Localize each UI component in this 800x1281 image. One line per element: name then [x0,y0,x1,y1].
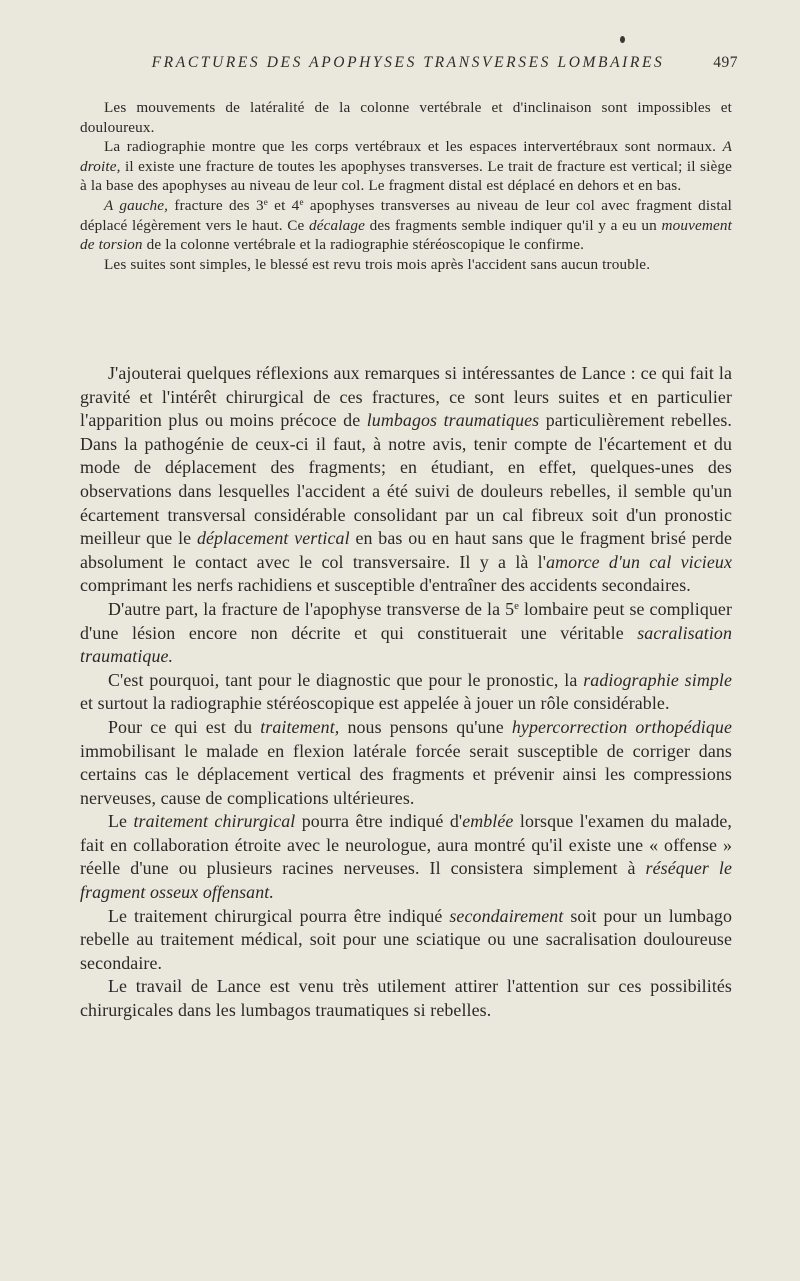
paragraph: Pour ce qui est du traitement, nous pensons qu'une hypercorrection orthopédique immobilisant le malade en flexion latérale forcée serait susceptible de corriger dans certains cas le déplacement vertical des fragments et prévenir ainsi les compressions nerveuses, cause de complications ultérieures. [80,716,732,808]
paragraph: Le traitement chirurgical pourra être indiqué d'emblée lorsque l'examen du malade, fait en collaboration étroite avec le neurologue, aura montré qu'il existe une « offense » réelle d'une ou plusieurs racines nerveuses. Il consistera simplement à réséquer le fragment osseux offensant. [80,811,732,903]
paragraph: Le traitement chirurgical pourra être indiqué secondairement soit pour un lumbago rebelle au traitement médical, soit pour une sciatique ou une sacralisation douloureuse secondaire. [80,905,733,973]
case-report-text [80,98,732,274]
running-head-title: FRACTURES DES APOPHYSES TRANSVERSES LOMBAIRES [151,54,665,71]
paragraph: D'autre part, la fracture de l'apophyse transverse de la 5e lombaire peut se compliquer d'une lésion encore non décrite et qui constituerait une véritable sacralisation traumatique. [80,598,733,667]
paragraph: A gauche, fracture des 3e et 4e apophyses transverses au niveau de leur col avec fragment distal déplacé légèrement vers le haut. Ce décalage des fragments semble indiquer qu'il y a eu un mouvement de torsion de la colonne vertébrale et la radiographie stéréoscopique le confirme. [80,196,732,254]
discussion-text [80,362,732,1023]
paragraph: J'ajouterai quelques réflexions aux remarques si intéressantes de Lance : ce qui fait la gravité et l'intérêt chirurgical de ces fractures, ce sont leurs suites et en particulier l'apparition plus ou moins précoce de lumbagos traumatiques particulièrement rebelles. Dans la pathogénie de ceux-ci il faut, à notre avis, tenir compte de l'écartement et du mode de déplacement des fragments; en étudiant, en effet, quelques-unes des observations dans lesquelles l'accident a été suivi de douleurs rebelles, il semble qu'un écartement transversal considérable consolidant par un cal fibreux soit d'un pronostic meilleur que le déplacement vertical en bas ou en haut sans que le fragment brisé perde absolument le contact avec le col transversaire. Il y a là l'amorce d'un cal vicieux comprimant les nerfs rachidiens et susceptible d'entraîner des accidents secondaires. [80,363,733,596]
running-head [80,54,736,72]
paragraph: La radiographie montre que les corps vertébraux et les espaces intervertébraux sont normaux. A droite, il existe une fracture de toutes les apophyses transverses. Le trait de fracture est vertical; il siège à la base des apophyses au niveau de leur col. Le fragment distal est déplacé en dehors et en bas. [80,138,732,195]
page-number: 497 [713,54,738,71]
paragraph: C'est pourquoi, tant pour le diagnostic que pour le pronostic, la radiographie simple et surtout la radiographie stéréoscopique est appelée à jouer un rôle considérable. [80,669,732,714]
paragraph: Le travail de Lance est venu très utilement attirer l'attention sur ces possibilités chirurgicales dans les lumbagos traumatiques si rebelles. [80,976,732,1021]
paragraph: Les suites sont simples, le blessé est revu trois mois après l'accident sans aucun trouble. [104,255,651,273]
ink-speck [620,36,625,43]
paragraph: Les mouvements de latéralité de la colonne vertébrale et d'inclinaison sont impossibles et douloureux. [80,99,732,136]
